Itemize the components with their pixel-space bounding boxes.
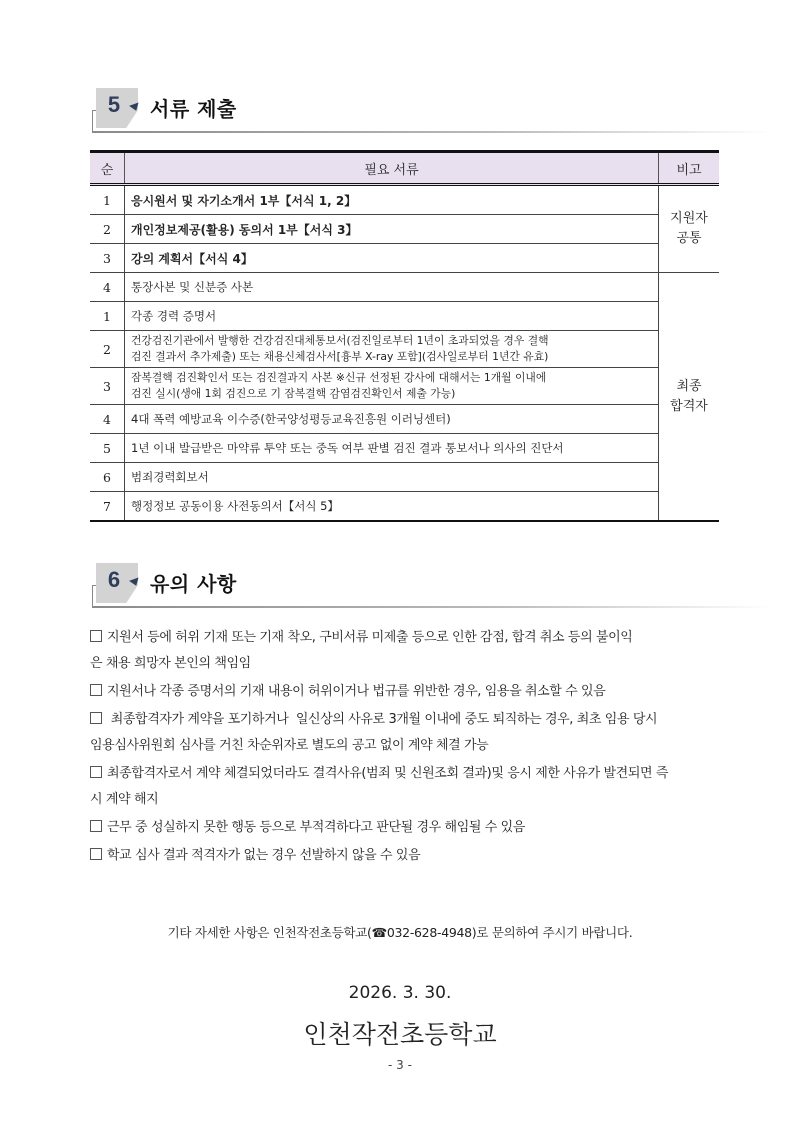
caution-item [90, 679, 730, 705]
table-row [90, 492, 719, 522]
section-arrow-icon [129, 103, 141, 113]
checkbox-square-icon [90, 820, 102, 832]
checkbox-square-icon [90, 684, 102, 696]
row-document: 범죄경력회보서 [125, 463, 659, 492]
table-row [90, 331, 719, 368]
contact-info: 기타 자세한 사항은 인천작전초등학교(☎032-628-4948)로 문의하여 주시기 바랍니다. [167, 925, 633, 940]
caution-text-cont: 임용심사위원회 심사를 거친 차순위자로 별도의 공고 없이 계약 체결 가능 [90, 738, 489, 753]
table-row [90, 434, 719, 463]
caution-text: 근무 중 성실하지 못한 행동 등으로 부적격하다고 판단될 경우 해임될 수 있음 [107, 820, 525, 835]
row-no: 1 [90, 185, 125, 215]
header-no: 순 [90, 152, 125, 185]
heading-underline [92, 131, 772, 133]
checkbox-square-icon [90, 766, 102, 778]
row-document: 응시원서 및 자기소개서 1부【서식 1, 2】 [125, 185, 659, 215]
caution-text: 지원서 등에 허위 기재 또는 기재 착오, 구비서류 미제출 등으로 인한 감점, 합격 취소 등의 불이익 [107, 630, 633, 645]
section-number: 6 [107, 567, 121, 592]
doc-line: 잠복결핵 검진확인서 또는 검진결과지 사본 ※신규 선정된 강사에 대해서는 1개월 이내에 [131, 371, 547, 384]
section-5-heading [92, 88, 782, 134]
row-document [125, 368, 659, 405]
required-documents-table [90, 150, 719, 522]
row-no: 3 [90, 368, 125, 405]
checkbox-square-icon [90, 630, 102, 642]
row-no: 4 [90, 405, 125, 434]
row-document: 개인정보제공(활용) 동의서 1부【서식 3】 [125, 215, 659, 244]
caution-item [90, 843, 730, 869]
table-row [90, 185, 719, 215]
row-document: 통장사본 및 신분증 사본 [125, 273, 659, 302]
cautions-list [90, 625, 730, 871]
row-document [125, 331, 659, 368]
caution-item [90, 707, 730, 759]
doc-line: 검진 결과서 추가제출) 또는 채용신체검사서[흉부 X-ray 포함](검사일로부터 1년간 유효) [131, 350, 549, 363]
section-6-heading [92, 563, 782, 609]
group-note-applicants [659, 185, 720, 273]
header-documents: 필요 서류 [125, 152, 659, 185]
table-row [90, 368, 719, 405]
note-line: 최종 [676, 378, 702, 394]
caution-item [90, 815, 730, 841]
row-no: 4 [90, 273, 125, 302]
caution-text: 최종합격자로서 계약 체결되었더라도 결격사유(범죄 및 신원조회 결과)및 응시 제한 사유가 발견되면 즉 [107, 766, 669, 781]
announcement-date: 2026. 3. 30. [348, 983, 452, 1003]
group-note-final-hires [659, 273, 720, 522]
caution-text: 지원서나 각종 증명서의 기재 내용이 허위이거나 법규를 위반한 경우, 임용을 취소할 수 있음 [107, 684, 606, 699]
doc-line: 건강검진기관에서 발행한 건강검진대체통보서(검진일로부터 1년이 초과되었을 경우 결핵 [131, 334, 549, 347]
table-row [90, 215, 719, 244]
checkbox-square-icon [90, 848, 102, 860]
caution-text-cont: 은 채용 희망자 본인의 책임임 [90, 656, 251, 671]
row-no: 2 [90, 331, 125, 368]
caution-item [90, 761, 730, 813]
row-no: 2 [90, 215, 125, 244]
table-row [90, 405, 719, 434]
caution-text-cont: 시 계약 해지 [90, 792, 159, 807]
table-row [90, 273, 719, 302]
row-document: 1년 이내 발급받은 마약류 투약 또는 중독 여부 판별 검진 결과 통보서나 의사의 진단서 [125, 434, 659, 463]
section-title: 유의 사항 [150, 572, 237, 596]
caution-item [90, 625, 730, 677]
note-line: 지원자 [670, 211, 708, 226]
section-arrow-icon [129, 578, 141, 588]
row-document: 4대 폭력 예방교육 이수증(한국양성평등교육진흥원 이러닝센터) [125, 405, 659, 434]
section-title: 서류 제출 [150, 97, 237, 121]
row-document: 각종 경력 증명서 [125, 302, 659, 331]
section-number: 5 [107, 92, 121, 117]
note-line: 합격자 [670, 398, 708, 414]
row-no: 3 [90, 244, 125, 273]
row-no: 7 [90, 492, 125, 522]
table-header-row [90, 152, 719, 185]
note-line: 공통 [676, 231, 702, 246]
caution-text: 학교 심사 결과 적격자가 없는 경우 선발하지 않을 수 있음 [107, 848, 421, 863]
checkbox-square-icon [90, 712, 102, 724]
row-no: 5 [90, 434, 125, 463]
doc-line: 검진 실시(생애 1회 검진으로 기 잠복결핵 감염검진확인서 제출 가능) [131, 387, 456, 400]
page-number: - 3 - [388, 1058, 412, 1072]
table-row [90, 302, 719, 331]
school-name: 인천작전초등학교 [303, 1020, 497, 1049]
caution-text: 최종합격자가 계약을 포기하거나 일신상의 사유로 3개월 이내에 중도 퇴직하는 경우, 최초 임용 당시 [107, 712, 658, 727]
row-no: 6 [90, 463, 125, 492]
row-document: 행정정보 공동이용 사전동의서【서식 5】 [125, 492, 659, 522]
header-note: 비고 [659, 152, 720, 185]
row-document: 강의 계획서【서식 4】 [125, 244, 659, 273]
table-row [90, 244, 719, 273]
heading-underline [92, 606, 772, 608]
table-row [90, 463, 719, 492]
row-no: 1 [90, 302, 125, 331]
